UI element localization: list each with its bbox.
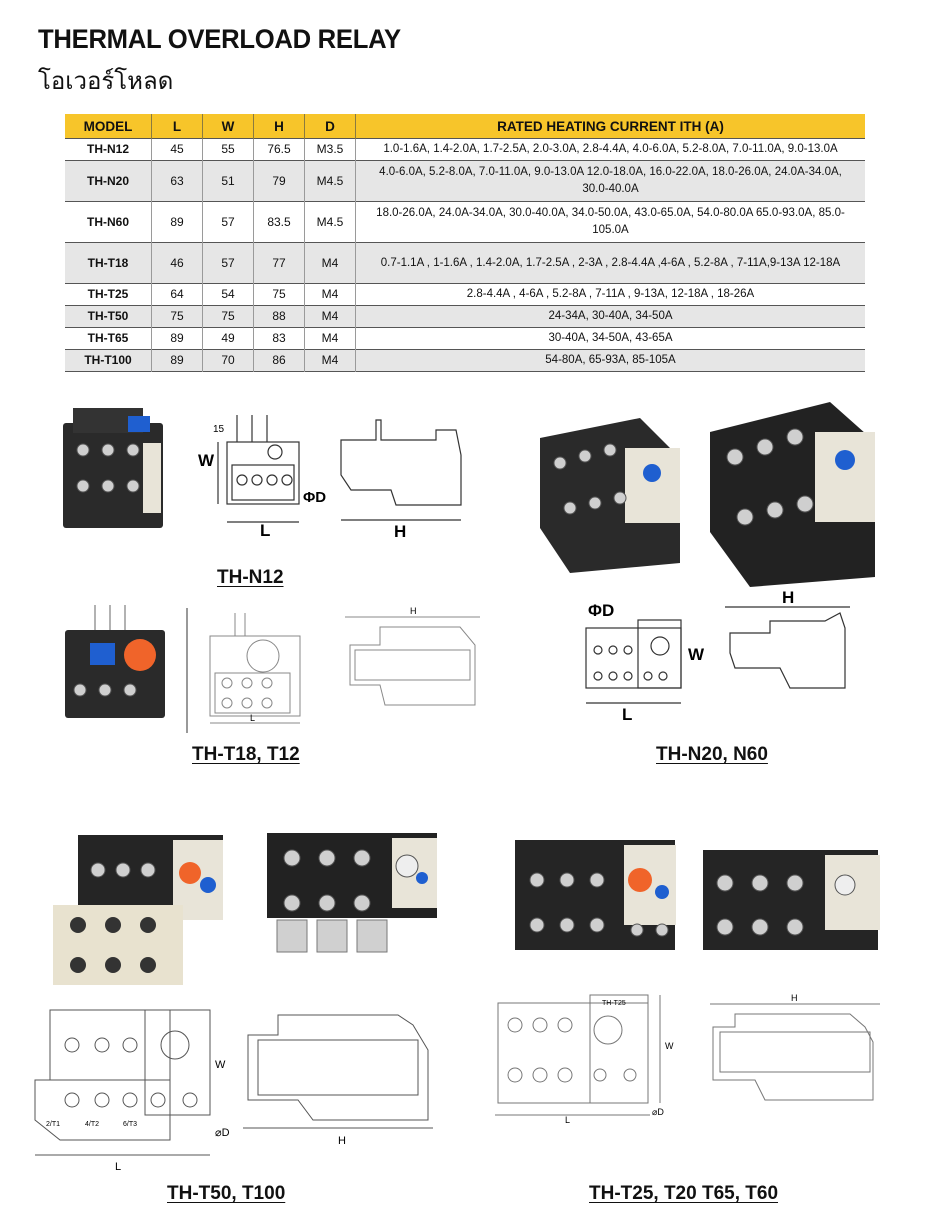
cell-current: 24-34A, 30-40A, 34-50A bbox=[356, 306, 866, 328]
t50-dim-d: ⌀D bbox=[215, 1127, 230, 1139]
t25-dim-h: H bbox=[791, 993, 798, 1003]
col-w: W bbox=[203, 114, 254, 139]
col-model: MODEL bbox=[65, 114, 152, 139]
n20-dim-h: H bbox=[782, 588, 795, 607]
cell-d: M4 bbox=[305, 284, 356, 306]
cell-d: M4 bbox=[305, 306, 356, 328]
cell-current: 2.8-4.4A , 4-6A , 5.2-8A , 7-11A , 9-13A, 12-18A , 18-26A bbox=[356, 284, 866, 306]
th-n20-label: TH-N20, N60 bbox=[656, 744, 768, 765]
cell-model: TH-N12 bbox=[86, 142, 129, 156]
cell-model: TH-T18 bbox=[65, 243, 152, 284]
cell-w: 51 bbox=[203, 161, 254, 202]
table-row bbox=[65, 139, 865, 161]
t50-dim-l: L bbox=[115, 1161, 122, 1173]
table-row bbox=[65, 202, 865, 243]
cell-l: 89 bbox=[152, 202, 203, 243]
table-row bbox=[65, 161, 865, 202]
cell-h: 83 bbox=[254, 328, 305, 350]
t18-dim-h: H bbox=[410, 606, 417, 616]
th-n60-photo bbox=[705, 392, 885, 592]
th-n12-photo bbox=[58, 398, 168, 533]
th-n12-front-drawing bbox=[190, 410, 330, 540]
table-header-row bbox=[65, 114, 865, 139]
page-subtitle: โอเวอร์โหลด bbox=[38, 67, 174, 95]
th-t100-photo bbox=[262, 828, 447, 958]
t50-term-2: 4/T2 bbox=[85, 1121, 100, 1128]
cell-w: 70 bbox=[203, 350, 254, 372]
n12-dim-15: 15 bbox=[213, 424, 225, 435]
t50-dim-h: H bbox=[338, 1135, 346, 1147]
cell-d: M4.5 bbox=[305, 202, 356, 243]
cell-w: 54 bbox=[203, 284, 254, 306]
t50-term-3: 6/T3 bbox=[123, 1121, 138, 1128]
n12-dim-d: ΦD bbox=[303, 489, 327, 506]
th-n20-side-drawing bbox=[720, 583, 855, 698]
cell-current: 0.7-1.1A , 1-1.6A , 1.4-2.0A, 1.7-2.5A , 2-3A , 2.8-4.4A ,4-6A , 5.2-8A , 7-11A,9-13A 12-18A bbox=[356, 243, 866, 284]
cell-h: 76.5 bbox=[254, 139, 305, 161]
cell-h: 83.5 bbox=[254, 202, 305, 243]
th-t25-front-drawing bbox=[490, 985, 680, 1125]
th-t50-side-drawing bbox=[238, 1010, 438, 1150]
cell-w: 57 bbox=[203, 243, 254, 284]
cell-d: M4 bbox=[305, 350, 356, 372]
th-t65-photo bbox=[700, 845, 885, 955]
cell-model: TH-T50 bbox=[65, 306, 152, 328]
cell-w: 55 bbox=[203, 139, 254, 161]
t25-dim-w: W bbox=[665, 1041, 674, 1051]
t25-dim-l: L bbox=[565, 1115, 571, 1125]
cell-l: 63 bbox=[152, 161, 203, 202]
t50-dim-w: W bbox=[215, 1059, 226, 1071]
th-t18-photo bbox=[60, 605, 170, 720]
cell-l: 75 bbox=[152, 306, 203, 328]
cell-model: TH-T25 bbox=[87, 287, 129, 301]
cell-l: 89 bbox=[152, 350, 203, 372]
th-t50-photo bbox=[48, 815, 233, 990]
col-d: D bbox=[305, 114, 356, 139]
cell-h: 77 bbox=[254, 243, 305, 284]
cell-model: TH-T65 bbox=[87, 331, 129, 345]
th-t25-label: TH-T25, T20 T65, T60 bbox=[589, 1183, 779, 1204]
cell-h: 88 bbox=[254, 306, 305, 328]
col-current: RATED HEATING CURRENT ITH (A) bbox=[356, 114, 866, 139]
th-t18-front-drawing bbox=[185, 608, 325, 733]
cell-l: 89 bbox=[152, 328, 203, 350]
table-row bbox=[65, 243, 865, 284]
cell-l: 46 bbox=[152, 243, 203, 284]
th-t25-side-drawing bbox=[705, 992, 885, 1112]
cell-current: 18.0-26.0A, 24.0A-34.0A, 30.0-40.0A, 34.0-50.0A, 43.0-65.0A, 54.0-80.0A 65.0-93.0A, 85.0-105.0A bbox=[356, 202, 866, 243]
cell-d: M4 bbox=[305, 243, 356, 284]
cell-model: TH-N60 bbox=[86, 214, 129, 229]
cell-current: 30-40A, 34-50A, 43-65A bbox=[356, 328, 866, 350]
table-row bbox=[65, 306, 865, 328]
th-t50-front-drawing bbox=[30, 1000, 240, 1180]
th-t18-side-drawing bbox=[340, 605, 485, 725]
cell-w: 49 bbox=[203, 328, 254, 350]
n20-dim-l: L bbox=[622, 705, 633, 723]
cell-current: 54-80A, 65-93A, 85-105A bbox=[356, 350, 866, 372]
cell-d: M3.5 bbox=[305, 139, 356, 161]
th-n12-label: TH-N12 bbox=[217, 567, 284, 588]
cell-w: 57 bbox=[203, 202, 254, 243]
th-t50-label: TH-T50, T100 bbox=[167, 1183, 286, 1204]
cell-h: 79 bbox=[254, 161, 305, 202]
cell-l: 45 bbox=[152, 139, 203, 161]
cell-h: 75 bbox=[254, 284, 305, 306]
cell-l: 64 bbox=[152, 284, 203, 306]
page-title: THERMAL OVERLOAD RELAY bbox=[38, 24, 401, 54]
table-row bbox=[65, 328, 865, 350]
cell-current: 4.0-6.0A, 5.2-8.0A, 7.0-11.0A, 9.0-13.0A 12.0-18.0A, 16.0-22.0A, 18.0-26.0A, 24.0A-34.0A, 30.0-40.0A bbox=[356, 161, 866, 202]
n12-dim-w: W bbox=[198, 451, 215, 470]
col-h: H bbox=[254, 114, 305, 139]
th-t25-photo bbox=[512, 830, 682, 955]
cell-w: 75 bbox=[203, 306, 254, 328]
cell-model: TH-T100 bbox=[65, 350, 152, 372]
t18-dim-l: L bbox=[250, 713, 256, 723]
table-row bbox=[65, 284, 865, 306]
th-n12-side-drawing bbox=[336, 410, 471, 540]
th-t18-label: TH-T18, T12 bbox=[192, 744, 300, 765]
cell-d: M4 bbox=[305, 328, 356, 350]
th-n20-front-drawing bbox=[578, 598, 708, 723]
table-row bbox=[65, 350, 865, 372]
cell-h: 86 bbox=[254, 350, 305, 372]
t25-model-tag: TH-T25 bbox=[602, 1000, 626, 1007]
n12-dim-h: H bbox=[394, 522, 407, 540]
col-l: L bbox=[152, 114, 203, 139]
cell-current: 1.0-1.6A, 1.4-2.0A, 1.7-2.5A, 2.0-3.0A, 2.8-4.4A, 4.0-6.0A, 5.2-8.0A, 7.0-11.0A, 9.0-13.0A bbox=[356, 139, 866, 161]
t25-dim-d: ⌀D bbox=[652, 1107, 664, 1117]
n20-dim-d: ΦD bbox=[588, 601, 615, 620]
spec-table bbox=[65, 114, 865, 372]
th-n20-photo bbox=[530, 398, 695, 578]
cell-model: TH-N20 bbox=[65, 161, 152, 202]
cell-d: M4.5 bbox=[305, 161, 356, 202]
n20-dim-w: W bbox=[688, 645, 705, 664]
t50-term-1: 2/T1 bbox=[46, 1121, 61, 1128]
n12-dim-l: L bbox=[260, 521, 271, 540]
